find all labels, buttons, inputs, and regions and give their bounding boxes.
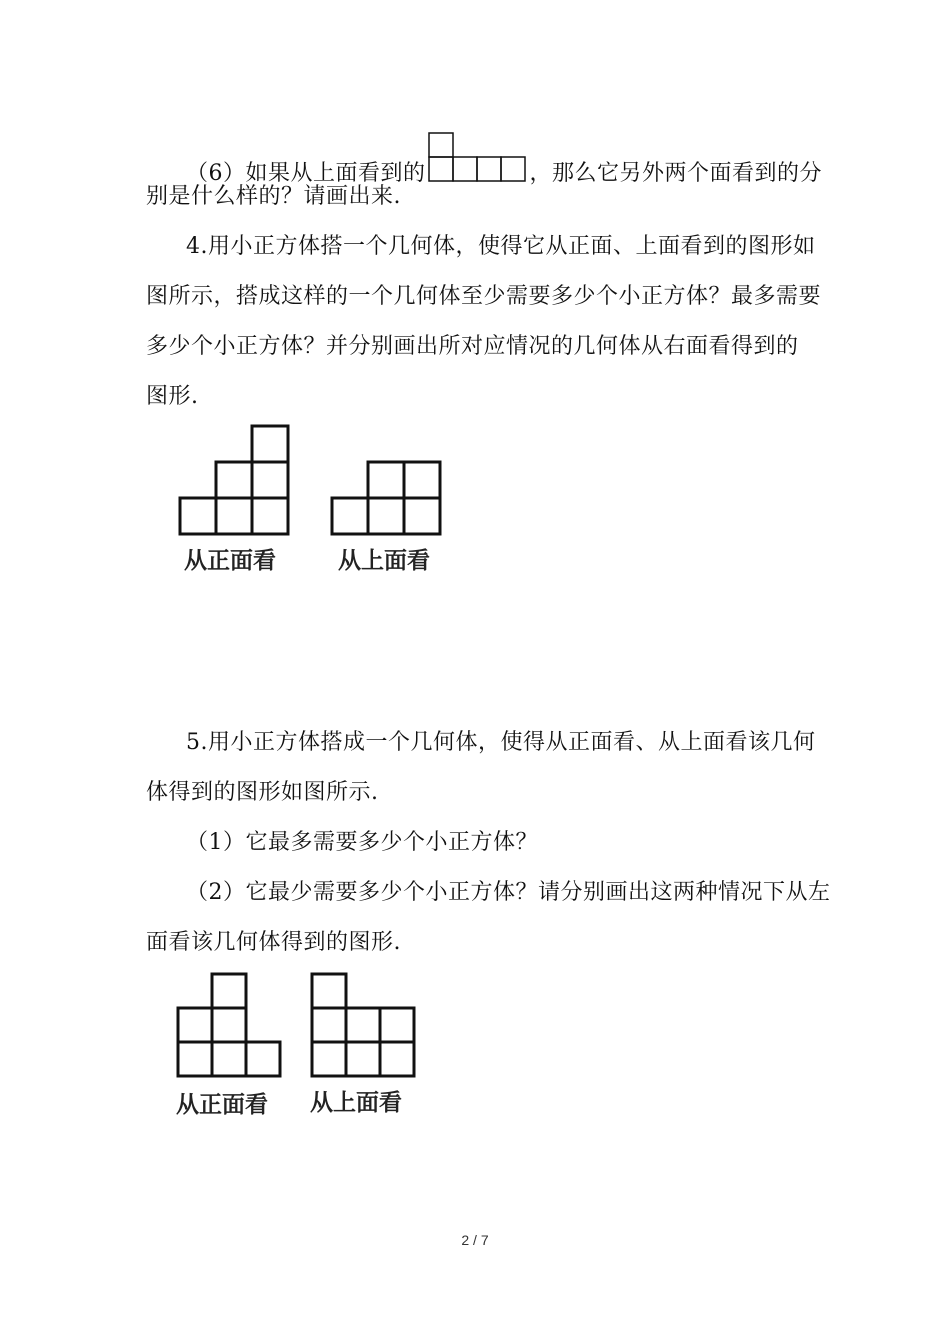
q5-sub2-line1: （2）它最少需要多少个小正方体？请分别画出这两种情况下从左: [186, 880, 831, 905]
q5-sub2-line2: 面看该几何体得到的图形.: [146, 930, 401, 955]
q4-line2: 图所示，搭成这样的一个几何体至少需要多少个小正方体？最多需要: [146, 284, 822, 309]
q4-front-caption: 从正面看: [184, 548, 276, 574]
q5-front-view-figure: [176, 972, 282, 1084]
q4-top-view-figure: [328, 460, 444, 540]
q3-6-prefix: （6）如果从上面看到的: [186, 161, 426, 186]
q5-line2: 体得到的图形如图所示.: [146, 780, 379, 805]
q5-top-caption: 从上面看: [310, 1090, 402, 1116]
q3-6-suffix: ，那么它另外两个面看到的分: [529, 161, 823, 186]
q4-line3: 多少个小正方体？并分别画出所对应情况的几何体从右面看得到的: [146, 334, 799, 359]
q4-line4: 图形.: [146, 384, 199, 409]
q4-front-view-figure: [176, 424, 292, 540]
q4-line1: 4.用小正方体搭一个几何体，使得它从正面、上面看到的图形如: [186, 234, 816, 259]
page-number: 2 / 7: [461, 1232, 489, 1248]
q4-top-caption: 从上面看: [338, 548, 430, 574]
q5-top-view-figure: [310, 972, 416, 1084]
q3-6-line2: 别是什么样的？请画出来.: [146, 184, 401, 209]
q5-sub1: （1）它最多需要多少个小正方体？: [186, 830, 538, 855]
q5-front-caption: 从正面看: [176, 1092, 268, 1118]
q3-6-top-view-figure: [428, 132, 528, 193]
q5-line1: 5.用小正方体搭成一个几何体，使得从正面看、从上面看该几何: [186, 730, 816, 755]
